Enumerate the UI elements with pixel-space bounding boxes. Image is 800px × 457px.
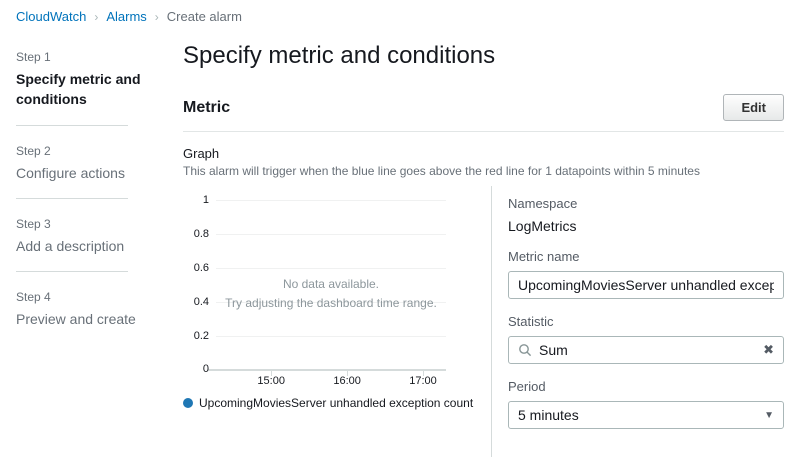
sidebar-item-step2[interactable] xyxy=(16,138,150,185)
metric-name-label: Metric name xyxy=(508,249,580,264)
legend-label: UpcomingMoviesServer unhandled exception count xyxy=(199,396,474,410)
statistic-input[interactable] xyxy=(508,336,784,364)
period-value: 5 minutes xyxy=(518,407,579,423)
sidebar-item-step4[interactable] xyxy=(16,284,150,331)
y-axis-tick-label: 0.4 xyxy=(193,296,209,308)
step-number: Step 2 xyxy=(16,143,51,158)
statistic-label: Statistic xyxy=(508,314,554,329)
clear-icon[interactable]: ✖ xyxy=(763,342,774,357)
chevron-down-icon: ▼ xyxy=(764,409,774,421)
step-title[interactable]: Preview and create xyxy=(16,311,136,328)
edit-button[interactable]: Edit xyxy=(723,94,784,121)
legend-color-dot-icon xyxy=(183,398,193,408)
x-axis-line xyxy=(208,369,446,371)
sidebar-item-step3[interactable] xyxy=(16,211,150,258)
chart-legend xyxy=(183,396,483,410)
period-select[interactable] xyxy=(508,401,784,429)
namespace-value: LogMetrics xyxy=(508,218,577,234)
y-axis-tick-label: 0.6 xyxy=(193,262,209,274)
step-number: Step 3 xyxy=(16,216,51,231)
namespace-label: Namespace xyxy=(508,196,578,211)
x-axis-tick-label: 16:00 xyxy=(333,375,361,387)
y-axis-tick-label: 1 xyxy=(202,194,209,206)
sidebar-item-step1[interactable] xyxy=(16,44,150,112)
metric-chart xyxy=(183,186,483,457)
metric-name-input[interactable] xyxy=(508,271,784,299)
step-divider xyxy=(16,198,128,199)
page-title: Specify metric and conditions xyxy=(183,42,496,69)
step-divider xyxy=(16,271,128,272)
chart-empty-state xyxy=(216,275,446,313)
breadcrumb xyxy=(0,0,800,30)
step-title[interactable]: Configure actions xyxy=(16,164,125,181)
y-axis-tick-label: 0.8 xyxy=(193,228,209,240)
metric-details-panel xyxy=(491,186,784,457)
gridline xyxy=(216,336,446,337)
y-axis-tick-label: 0.2 xyxy=(193,330,209,342)
x-axis-tick-label: 15:00 xyxy=(257,375,285,387)
step-title[interactable]: Add a description xyxy=(16,237,125,254)
period-label: Period xyxy=(508,379,546,394)
empty-state-line2: Try adjusting the dashboard time range. xyxy=(225,296,437,311)
breadcrumb-separator-icon: › xyxy=(94,10,99,24)
step-number: Step 1 xyxy=(16,50,51,64)
breadcrumb-separator-icon: › xyxy=(154,10,159,24)
gridline xyxy=(216,268,446,269)
graph-description: This alarm will trigger when the blue line goes above the red line for 1 datapoints within 5 minutes xyxy=(183,164,700,178)
section-divider xyxy=(183,131,784,132)
chart-plot-area xyxy=(193,194,446,387)
search-icon xyxy=(518,343,532,357)
step-divider xyxy=(16,125,128,126)
statistic-value: Sum xyxy=(539,342,568,358)
wizard-steps-nav xyxy=(16,44,150,331)
breadcrumb-current-page: Create alarm xyxy=(166,9,242,24)
graph-label: Graph xyxy=(183,146,220,161)
empty-state-line1: No data available. xyxy=(282,277,380,291)
step-number: Step 4 xyxy=(16,290,51,305)
metric-section-title: Metric xyxy=(183,98,231,116)
gridline xyxy=(216,234,446,235)
gridline xyxy=(216,200,446,201)
y-axis-tick-label: 0 xyxy=(202,363,209,375)
breadcrumb-link-alarms[interactable]: Alarms xyxy=(106,9,147,24)
breadcrumb-link-cloudwatch[interactable]: CloudWatch xyxy=(16,9,87,24)
x-axis-tick-label: 17:00 xyxy=(409,375,437,387)
step-title[interactable]: Specify metric and conditions xyxy=(16,71,141,108)
